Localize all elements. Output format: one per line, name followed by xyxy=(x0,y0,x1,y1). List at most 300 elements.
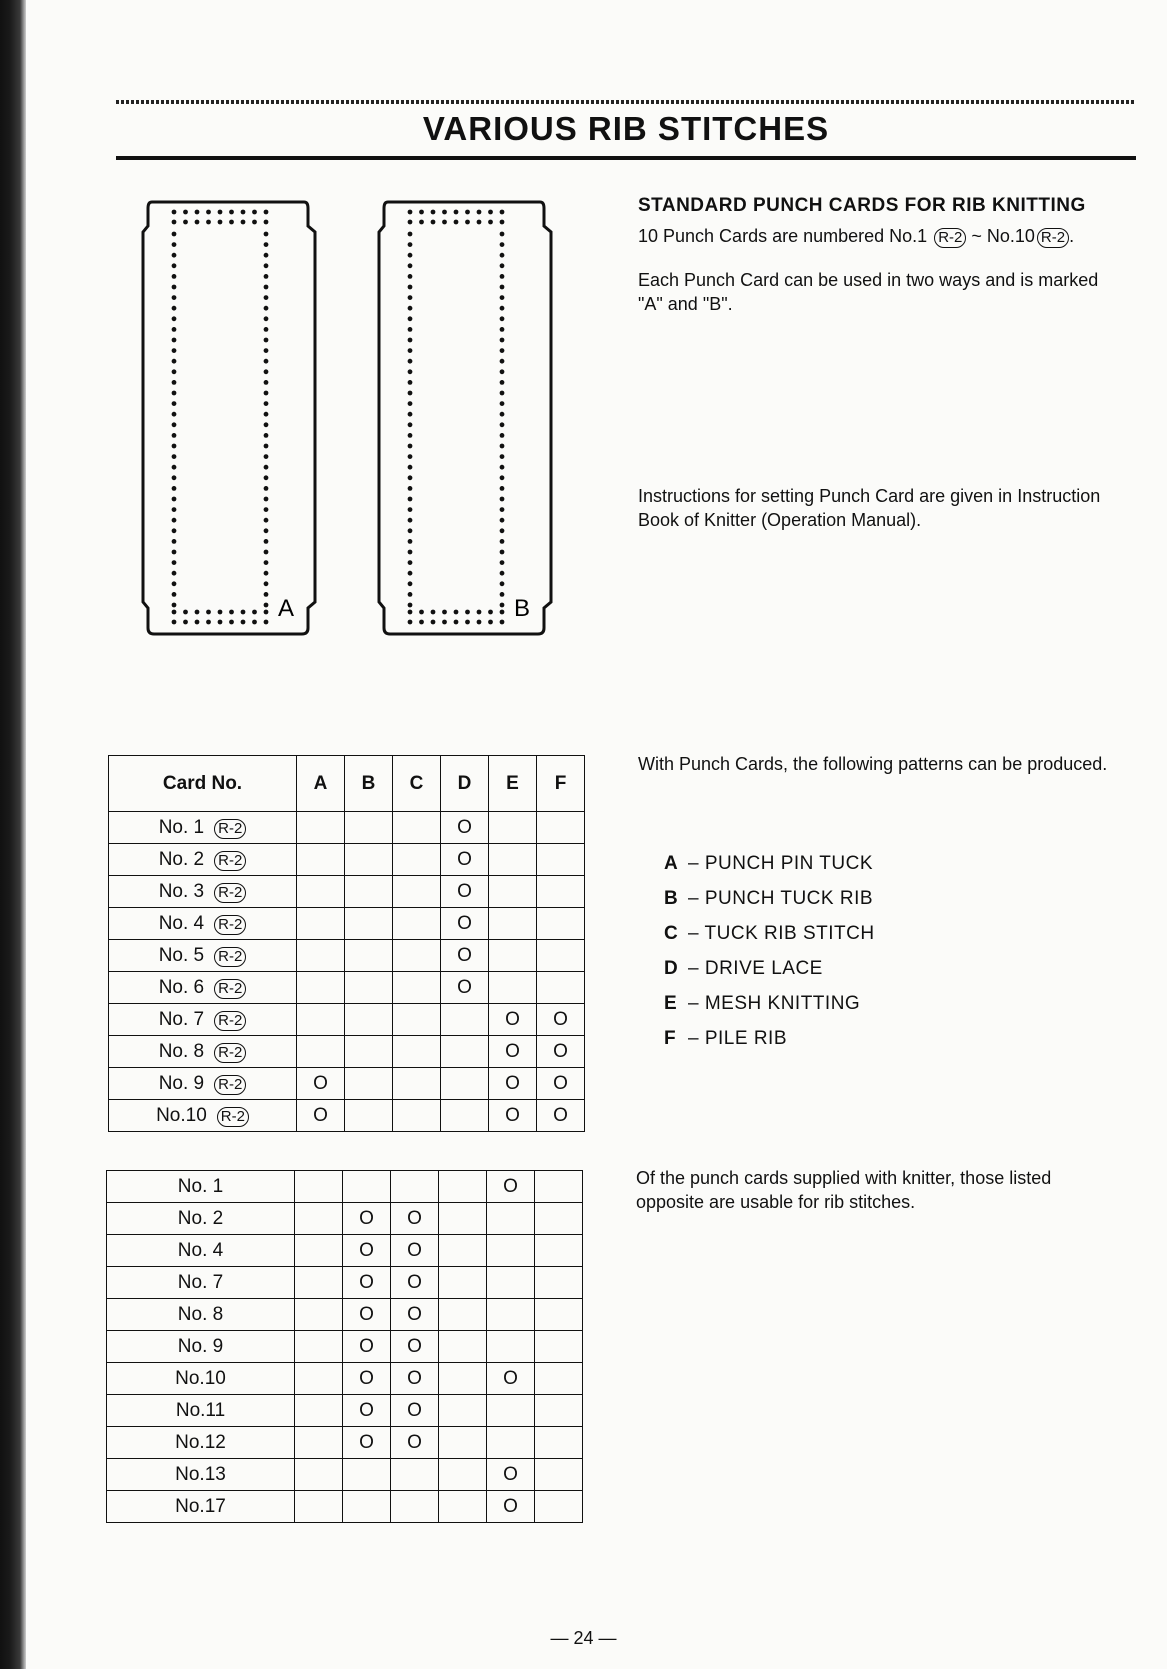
pattern-mark-cell xyxy=(487,1395,535,1427)
table-row xyxy=(107,1235,583,1267)
punch-hole-dot xyxy=(442,210,447,215)
pattern-mark-cell xyxy=(295,1299,343,1331)
pattern-mark-cell: O xyxy=(537,1068,585,1100)
table-row xyxy=(107,1363,583,1395)
punch-hole-dot xyxy=(500,242,505,247)
pattern-mark-cell xyxy=(393,1100,441,1132)
punch-hole-dot xyxy=(264,454,269,459)
punch-hole-dot xyxy=(500,232,505,237)
punch-hole-dot xyxy=(408,263,413,268)
punch-hole-dot xyxy=(477,610,482,615)
card-number-cell: No. 7 xyxy=(107,1267,295,1299)
punch-hole-dot xyxy=(264,401,269,406)
punch-hole-dot xyxy=(408,518,413,523)
pattern-mark-cell xyxy=(489,876,537,908)
legend-dash: – xyxy=(688,888,705,909)
card-number-cell xyxy=(109,940,297,972)
punch-hole-dot xyxy=(500,497,505,502)
punch-hole-dot xyxy=(264,391,269,396)
pattern-mark-cell xyxy=(487,1299,535,1331)
pattern-mark-cell xyxy=(439,1331,487,1363)
punch-hole-dot xyxy=(500,369,505,374)
punch-hole-dot xyxy=(500,454,505,459)
punch-hole-dot xyxy=(264,571,269,576)
page-title: VARIOUS RIB STITCHES xyxy=(422,110,830,147)
pattern-mark-cell xyxy=(297,940,345,972)
table-row xyxy=(107,1171,583,1203)
card-number-cell xyxy=(109,1068,297,1100)
pattern-mark-cell: O xyxy=(297,1100,345,1132)
punch-hole-dot xyxy=(500,610,505,615)
legend-text: TUCK RIB STITCH xyxy=(704,923,875,944)
punch-hole-dot xyxy=(408,560,413,565)
r2-badge: R-2 xyxy=(217,1107,249,1127)
punch-hole-dot xyxy=(500,210,505,215)
punch-hole-dot xyxy=(264,210,269,215)
table-row xyxy=(107,1203,583,1235)
pattern-mark-cell xyxy=(393,876,441,908)
punch-hole-dot xyxy=(264,497,269,502)
punch-hole-dot xyxy=(454,220,459,225)
punch-hole-dot xyxy=(408,581,413,586)
punch-hole-dot xyxy=(408,528,413,533)
punch-hole-dot xyxy=(264,295,269,300)
pattern-mark-cell xyxy=(489,972,537,1004)
punch-hole-dot xyxy=(408,497,413,502)
punch-hole-dot xyxy=(408,465,413,470)
punch-hole-dot xyxy=(408,210,413,215)
pattern-mark-cell xyxy=(295,1363,343,1395)
pattern-mark-cell xyxy=(295,1491,343,1523)
punch-hole-dot xyxy=(408,306,413,311)
pattern-mark-cell xyxy=(487,1427,535,1459)
table-row xyxy=(109,908,585,940)
card-number-cell: No.11 xyxy=(107,1395,295,1427)
punch-hole-dot xyxy=(172,327,177,332)
punch-hole-dot xyxy=(500,401,505,406)
legend-text: PUNCH PIN TUCK xyxy=(704,853,874,874)
punch-hole-dot xyxy=(264,528,269,533)
punch-hole-dot xyxy=(500,295,505,300)
punch-hole-dot xyxy=(408,592,413,597)
r2-badge: R-2 xyxy=(214,947,246,967)
legend-item xyxy=(664,986,1084,1021)
pattern-mark-cell xyxy=(297,876,345,908)
pattern-mark-cell: O xyxy=(343,1235,391,1267)
pattern-mark-cell xyxy=(537,940,585,972)
punch-hole-dot xyxy=(500,507,505,512)
pattern-mark-cell xyxy=(489,908,537,940)
punch-hole-dot xyxy=(500,560,505,565)
punch-hole-dot xyxy=(488,610,493,615)
usage-paragraph: Each Punch Card can be used in two ways and is marked "A" and "B". xyxy=(638,270,1099,314)
punch-hole-dot xyxy=(477,210,482,215)
punch-hole-dot xyxy=(408,316,413,321)
punch-hole-dot xyxy=(172,603,177,608)
pattern-mark-cell xyxy=(537,844,585,876)
punch-hole-dot xyxy=(500,518,505,523)
legend-text: MESH KNITTING xyxy=(704,993,861,1014)
pattern-mark-cell: O xyxy=(441,844,489,876)
table-row xyxy=(107,1331,583,1363)
punch-card-a-illustration xyxy=(140,198,320,638)
punch-hole-dot xyxy=(241,220,246,225)
pattern-mark-cell xyxy=(439,1491,487,1523)
legend-text: PUNCH TUCK RIB xyxy=(704,888,874,909)
pattern-mark-cell xyxy=(487,1267,535,1299)
pattern-mark-cell: O xyxy=(343,1267,391,1299)
punch-hole-dot xyxy=(419,620,424,625)
pattern-mark-cell xyxy=(297,1036,345,1068)
numbering-end: . xyxy=(1069,226,1075,246)
pattern-mark-cell: O xyxy=(343,1331,391,1363)
punch-hole-dot xyxy=(264,220,269,225)
card-number-cell: No. 1 xyxy=(107,1171,295,1203)
legend-text: DRIVE LACE xyxy=(704,958,823,979)
punch-hole-dot xyxy=(408,327,413,332)
punch-hole-dot xyxy=(172,507,177,512)
punch-hole-dot xyxy=(172,497,177,502)
pattern-mark-cell xyxy=(535,1331,583,1363)
pattern-mark-cell xyxy=(345,812,393,844)
pattern-mark-cell xyxy=(297,908,345,940)
pattern-mark-cell xyxy=(393,1036,441,1068)
punch-hole-dot xyxy=(252,610,257,615)
punch-hole-dot xyxy=(500,285,505,290)
punch-hole-dot xyxy=(408,486,413,491)
pattern-mark-cell xyxy=(535,1267,583,1299)
punch-hole-dot xyxy=(500,274,505,279)
pattern-mark-cell xyxy=(393,908,441,940)
punch-hole-dot xyxy=(264,518,269,523)
punch-hole-dot xyxy=(183,210,188,215)
legend-item xyxy=(664,951,1084,986)
punch-hole-dot xyxy=(264,242,269,247)
punch-hole-dot xyxy=(206,610,211,615)
pattern-mark-cell xyxy=(393,972,441,1004)
legend-item xyxy=(664,1021,1084,1056)
punch-hole-dot xyxy=(500,444,505,449)
instructions-paragraph: Instructions for setting Punch Card are given in Instruction Book of Knitter (Operation Manual). xyxy=(638,486,1101,530)
supplied-cards-note: Of the punch cards supplied with knitter, those listed opposite are usable for rib stitches. xyxy=(636,1168,1052,1212)
punch-hole-dot xyxy=(264,327,269,332)
punch-hole-dot xyxy=(172,401,177,406)
punch-hole-dot xyxy=(172,348,177,353)
punch-hole-dot xyxy=(172,539,177,544)
punch-card-b-illustration xyxy=(376,198,556,638)
punch-hole-dot xyxy=(442,220,447,225)
pattern-mark-cell xyxy=(345,876,393,908)
column-header-b: B xyxy=(345,756,393,812)
punch-hole-dot xyxy=(465,620,470,625)
pattern-mark-cell xyxy=(441,1036,489,1068)
punch-hole-dot xyxy=(172,444,177,449)
punch-hole-dot xyxy=(229,210,234,215)
punch-hole-dot xyxy=(264,433,269,438)
pattern-mark-cell xyxy=(295,1235,343,1267)
pattern-mark-cell xyxy=(537,972,585,1004)
punch-hole-dot xyxy=(264,507,269,512)
punch-hole-dot xyxy=(500,486,505,491)
punch-hole-dot xyxy=(206,620,211,625)
punch-hole-dot xyxy=(264,620,269,625)
pattern-mark-cell: O xyxy=(391,1427,439,1459)
pattern-mark-cell: O xyxy=(489,1004,537,1036)
pattern-mark-cell: O xyxy=(391,1267,439,1299)
pattern-mark-cell xyxy=(439,1267,487,1299)
pattern-mark-cell: O xyxy=(343,1395,391,1427)
pattern-mark-cell: O xyxy=(391,1363,439,1395)
punch-hole-dot xyxy=(408,274,413,279)
punch-hole-dot xyxy=(195,220,200,225)
punch-hole-dot xyxy=(183,220,188,225)
top-decorative-rule xyxy=(116,100,1136,104)
pattern-mark-cell xyxy=(295,1331,343,1363)
pattern-mark-cell xyxy=(295,1395,343,1427)
punch-hole-dot xyxy=(408,539,413,544)
punch-hole-dot xyxy=(500,338,505,343)
pattern-mark-cell: O xyxy=(343,1299,391,1331)
pattern-mark-cell xyxy=(343,1491,391,1523)
pattern-mark-cell xyxy=(439,1203,487,1235)
punch-hole-dot xyxy=(465,610,470,615)
card-number: No. 1 xyxy=(158,816,205,838)
card-b-label: B xyxy=(514,595,531,622)
punch-hole-dot xyxy=(454,210,459,215)
punch-hole-dot xyxy=(172,369,177,374)
table-row xyxy=(107,1427,583,1459)
pattern-mark-cell xyxy=(297,812,345,844)
punch-hole-dot xyxy=(172,592,177,597)
column-header-c: C xyxy=(393,756,441,812)
card-number-cell: No. 9 xyxy=(107,1331,295,1363)
pattern-mark-cell xyxy=(343,1171,391,1203)
legend-dash: – xyxy=(688,853,705,874)
punch-hole-dot xyxy=(488,210,493,215)
pattern-mark-cell xyxy=(535,1427,583,1459)
punch-hole-dot xyxy=(172,433,177,438)
r2-badge: R-2 xyxy=(214,915,246,935)
pattern-mark-cell xyxy=(535,1171,583,1203)
punch-hole-dot xyxy=(408,369,413,374)
punch-hole-dot xyxy=(172,518,177,523)
r2-badge: R-2 xyxy=(1037,228,1069,248)
r2-badge: R-2 xyxy=(214,979,246,999)
legend-key: D xyxy=(664,958,679,979)
pattern-mark-cell: O xyxy=(489,1100,537,1132)
punch-hole-dot xyxy=(252,220,257,225)
table-row xyxy=(107,1395,583,1427)
pattern-mark-cell xyxy=(537,812,585,844)
punch-hole-dot xyxy=(431,210,436,215)
punch-hole-dot xyxy=(264,412,269,417)
pattern-mark-cell: O xyxy=(343,1203,391,1235)
rib-cards-table xyxy=(108,755,585,1132)
pattern-mark-cell: O xyxy=(297,1068,345,1100)
pattern-mark-cell: O xyxy=(391,1235,439,1267)
column-header-f: F xyxy=(537,756,585,812)
card-number-cell xyxy=(109,972,297,1004)
pattern-mark-cell xyxy=(297,844,345,876)
card-number-cell xyxy=(109,844,297,876)
card-number: No. 4 xyxy=(158,912,205,934)
punch-hole-dot xyxy=(172,210,177,215)
pattern-mark-cell: O xyxy=(391,1331,439,1363)
punch-hole-dot xyxy=(408,507,413,512)
punch-hole-dot xyxy=(408,550,413,555)
punch-hole-dot xyxy=(264,610,269,615)
pattern-mark-cell xyxy=(345,1004,393,1036)
punch-hole-dot xyxy=(442,620,447,625)
punch-hole-dot xyxy=(172,475,177,480)
punch-hole-dot xyxy=(454,610,459,615)
punch-hole-dot xyxy=(500,253,505,258)
punch-hole-dot xyxy=(408,391,413,396)
punch-hole-dot xyxy=(408,338,413,343)
pattern-mark-cell: O xyxy=(441,908,489,940)
punch-hole-dot xyxy=(500,327,505,332)
punch-hole-dot xyxy=(408,454,413,459)
punch-hole-dot xyxy=(229,620,234,625)
pattern-mark-cell xyxy=(535,1235,583,1267)
legend-dash: – xyxy=(688,1028,705,1049)
pattern-mark-cell xyxy=(537,876,585,908)
card-number-cell xyxy=(109,1004,297,1036)
punch-hole-dot xyxy=(477,620,482,625)
punch-hole-dot xyxy=(408,571,413,576)
punch-hole-dot xyxy=(218,620,223,625)
punch-hole-dot xyxy=(264,338,269,343)
pattern-mark-cell: O xyxy=(391,1203,439,1235)
r2-badge: R-2 xyxy=(214,1075,246,1095)
punch-hole-dot xyxy=(218,610,223,615)
punch-hole-dot xyxy=(500,620,505,625)
punch-hole-dot xyxy=(264,306,269,311)
punch-hole-dot xyxy=(500,433,505,438)
card-number-cell: No. 8 xyxy=(107,1299,295,1331)
punch-hole-dot xyxy=(172,528,177,533)
punch-hole-dot xyxy=(500,380,505,385)
punch-hole-dot xyxy=(500,391,505,396)
punch-hole-dot xyxy=(172,422,177,427)
pattern-mark-cell xyxy=(537,908,585,940)
punch-hole-dot xyxy=(408,433,413,438)
pattern-mark-cell xyxy=(439,1459,487,1491)
card-number-cell xyxy=(109,1100,297,1132)
punch-hole-dot xyxy=(264,550,269,555)
punch-hole-dot xyxy=(264,348,269,353)
punch-hole-dot xyxy=(172,242,177,247)
table-row xyxy=(109,844,585,876)
pattern-mark-cell xyxy=(345,844,393,876)
punch-hole-dot xyxy=(264,539,269,544)
pattern-mark-cell: O xyxy=(441,972,489,1004)
column-header-d: D xyxy=(441,756,489,812)
pattern-mark-cell: O xyxy=(487,1171,535,1203)
punch-hole-dot xyxy=(183,620,188,625)
pattern-mark-cell xyxy=(535,1363,583,1395)
punch-hole-dot xyxy=(500,263,505,268)
card-number: No. 2 xyxy=(158,848,205,870)
punch-hole-dot xyxy=(500,359,505,364)
punch-hole-dot xyxy=(500,475,505,480)
punch-hole-dot xyxy=(488,220,493,225)
pattern-mark-cell: O xyxy=(343,1363,391,1395)
punch-hole-dot xyxy=(264,380,269,385)
punch-hole-dot xyxy=(264,316,269,321)
legend-key: F xyxy=(664,1028,677,1049)
punch-hole-dot xyxy=(408,620,413,625)
punch-hole-dot xyxy=(172,316,177,321)
standard-cards-section xyxy=(638,194,1138,316)
column-header-a: A xyxy=(297,756,345,812)
punch-hole-dot xyxy=(500,348,505,353)
punch-hole-dot xyxy=(172,571,177,576)
pattern-mark-cell xyxy=(345,1068,393,1100)
table-row xyxy=(107,1267,583,1299)
punch-hole-dot xyxy=(408,220,413,225)
punch-hole-dot xyxy=(172,581,177,586)
punch-hole-dot xyxy=(172,285,177,290)
pattern-mark-cell: O xyxy=(487,1459,535,1491)
pattern-mark-cell xyxy=(295,1171,343,1203)
pattern-mark-cell xyxy=(535,1395,583,1427)
table-row xyxy=(109,1100,585,1132)
pattern-mark-cell xyxy=(489,812,537,844)
card-number: No.10 xyxy=(156,1104,207,1126)
punch-hole-dot xyxy=(500,465,505,470)
punch-hole-dot xyxy=(172,391,177,396)
page-number: — 24 — xyxy=(550,1628,617,1648)
punch-hole-dot xyxy=(195,620,200,625)
pattern-mark-cell: O xyxy=(391,1299,439,1331)
punch-hole-dot xyxy=(172,560,177,565)
pattern-mark-cell xyxy=(535,1459,583,1491)
punch-hole-dot xyxy=(419,220,424,225)
punch-hole-dot xyxy=(264,369,269,374)
punch-hole-dot xyxy=(172,253,177,258)
punch-hole-dot xyxy=(500,539,505,544)
pattern-legend xyxy=(664,846,1084,1056)
pattern-mark-cell xyxy=(345,908,393,940)
table-row xyxy=(107,1459,583,1491)
table-row xyxy=(109,1068,585,1100)
punch-hole-dot xyxy=(500,306,505,311)
punch-hole-dot xyxy=(500,528,505,533)
punch-hole-dot xyxy=(264,232,269,237)
punch-hole-dot xyxy=(408,610,413,615)
pattern-mark-cell xyxy=(295,1203,343,1235)
punch-hole-dot xyxy=(408,348,413,353)
punch-hole-dot xyxy=(172,380,177,385)
card-number-cell: No.12 xyxy=(107,1427,295,1459)
punch-hole-dot xyxy=(241,620,246,625)
punch-hole-dot xyxy=(252,620,257,625)
punch-hole-dot xyxy=(431,220,436,225)
pattern-mark-cell xyxy=(439,1299,487,1331)
book-spine-shadow xyxy=(0,0,26,1669)
r2-badge: R-2 xyxy=(214,851,246,871)
pattern-mark-cell: O xyxy=(391,1395,439,1427)
table-row xyxy=(109,1004,585,1036)
pattern-mark-cell xyxy=(439,1427,487,1459)
punch-hole-dot xyxy=(419,610,424,615)
pattern-mark-cell xyxy=(391,1171,439,1203)
punch-hole-dot xyxy=(172,274,177,279)
card-number-cell: No. 2 xyxy=(107,1203,295,1235)
pattern-mark-cell: O xyxy=(487,1363,535,1395)
section-heading: STANDARD PUNCH CARDS FOR RIB KNITTING xyxy=(638,195,1086,216)
